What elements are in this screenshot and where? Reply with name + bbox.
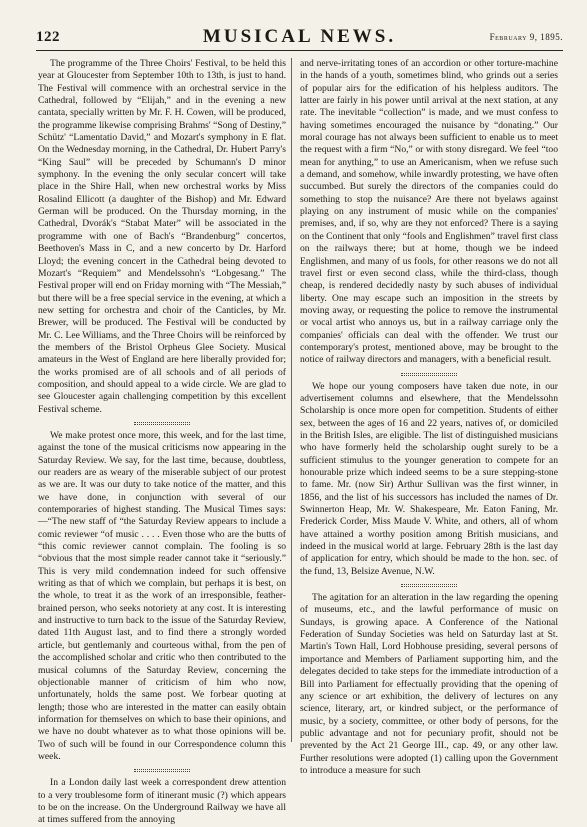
article-saturday-review: We make protest once more, this week, and for the last time, against the tone of the musical criticisms now appearing in the Saturday Review. We say, for the last time, because, doubtless, our readers are as weary of the miserable subject of our protest as we are. It was our duty to take notice of the matter, and this we have done, in conjunction with several of our contemporaries of highest standing. The Musical Times says:—“The new staff of “the Saturday Review appears to include a comic reviewer “of music . . . . Even those who are the butts of “this comic reviewer cannot complain. The fooling is so “obvious that the most simple reader cannot take it “seriously.” This is very mild condemnation indeed for such offensive writing as that of which we complain, but perhaps it is best, on the whole, to treat it as the work of an irresponsible, feather-brained person, who seeks notoriety at any cost. It is interesting and instructive to turn back to the issue of the Saturday Review, dated 11th August last, and to find there a strongly worded article, but gentlemanly and courteous withal, from the pen of the accomplished scholar and critic who then contributed to the musical columns of the Saturday Review, concerning the objectionable manner of criticism of him who now, unfortunately, holds the same post. We forbear quoting at length; those who are interested in the matter can easily obtain information for themselves on which to base their opinions, and we have no doubt whatever as to what those opinions will be. Two of such will be found in our Correspondence column this week. — [38, 429, 286, 762]
page-header — [36, 26, 563, 48]
article-itinerant-music: In a London daily last week a correspondent drew attention to a very troublesome form of itinerant music (?) which appears to be on the increase. On the Underground Railway we have all at times suffered from the annoying — [38, 777, 286, 826]
section-separator — [300, 367, 558, 381]
article-sunday-music: The agitation for an alteration in the law regarding the opening of museums, etc., and the lawful performance of music on Sundays, is growing apace. A Conference of the National Federation of Sunday Societies was held on Saturday last at St. Martin's Town Hall, Lord Hobhouse presiding, several persons of importance and Members of Parliament supporting him, and the delegates decided to take steps for the immediate introduction of a Bill into Parliament for effectually providing that the opening of any science or art exhibition, the delivery of lectures on any science, literary, art, or kindred subject, or the performance of music, by a society, committee, or other body of persons, for the public advantage and not for pecuniary profit, should not be prevented by the Act 21 George III., cap. 49, or any other law. Further resolutions were adopted (1) calling upon the Government to introduce a measure for such — [300, 592, 558, 776]
masthead-title: MUSICAL NEWS. — [202, 26, 397, 47]
article-itinerant-music-continued: and nerve-irritating tones of an accordion or other torture-machine in the hands of a youth, sometimes blind, who grinds out a series of popular airs for the edification of his helpless auditors. The latter are fairly in his power until arrival at the next station, at any rate. The inevitable “collection” is made, and we must confess to having sometimes encouraged the nuisance by “donating.” Our moral courage has not always been sufficient to enable us to meet the request with a firm “No,” or with stony disregard. We feel “too mean for anything,” to use an Americanism, when we refuse such a demand, and somehow, while inwardly protesting, we have often succumbed. But surely the directors of the companies could do something to stop the nuisance? Are there not byelaws against playing on any instrument of music while on the companies' premises, and, if so, why are they not enforced? There is a saying on the Continent that only “fools and Englishmen” travel first class on the railways there; but at home, though we be indeed Englishmen, and many of us fools, for other reasons we do not all travel first or even second class, while the third-class, though cheap, is rendered decidedly nasty by such abuses of individual liberty. One may escape such an imposition in the streets by moving away, or requesting the police to remove the instrumental or vocal artist who annoys us, but in a railway carriage only the companies' officials can deal with the offender. We trust our contemporary's protest, mentioned above, may be brought to the notice of railway directors and managers, with a beneficial result. — [300, 58, 558, 366]
section-separator — [38, 763, 286, 777]
article-mendelssohn-scholarship: We hope our young composers have taken due note, in our advertisement columns and elsewhere, that the Mendelssohn Scholarship is once more open for competition. Students of either sex, between the ages of 16 and 22 years, natives of, or domiciled in the British Isles, are eligible. The list of distinguished musicians who have formerly held the scholarship ought surely to be a sufficient stimulus to the younger generation to compete for an honourable prize which indeed seems to be a sure stepping-stone to fame. Mr. (now Sir) Arthur Sullivan was the first winner, in 1856, and the list of his successors has included the names of Dr. Swinnerton Heap, Mr. W. Shakespeare, Mr. Eaton Faning, Mr. Frederick Corder, Miss Maude V. White, and others, all of whom have attained a worthy position among British musicians, and indeed in the musical world at large. February 28th is the last day of application for entry, which should be made to the hon. sec. of the fund, 13, Belsize Avenue, N.W. — [300, 380, 558, 577]
column-divider — [291, 58, 292, 742]
left-column — [38, 58, 286, 827]
section-separator — [300, 578, 558, 592]
header-rule — [36, 50, 563, 51]
section-separator — [38, 416, 286, 430]
article-gloucester-festival: The programme of the Three Choirs' Festival, to be held this year at Gloucester from September 10th to 13th, is just to hand. The Festival will commence with an orchestral service in the Cathedral, followed by “Elijah,” and in the evening a new cantata, specially written by Mr. F. H. Cowen, will be produced, the programme likewise comprising Brahms' “Song of Destiny,” Schütz' “Lamentatio David,” and Mozart's symphony in E flat. On the Wednesday morning, in the Cathedral, Dr. Hubert Parry's “King Saul” will be preceded by Schumann's D minor symphony. In the evening the only secular concert will take place in the Shire Hall, when new orchestral works by Miss Rosalind Ellicott (a daughter of the Bishop) and Mr. Edward German will be produced. On the Thursday morning, in the Cathedral, Dvorák's “Stabat Mater” will be associated in the programme with one of Bach's “Brandenburg” concertos, Beethoven's Mass in C, and a new concerto by Dr. Harford Lloyd; the evening concert in the Cathedral being devoted to Mozart's “Requiem” and Mendelssohn's “Lobgesang.” The Festival proper will end on Friday morning with “The Messiah,” but there will be a free special service in the evening, at which a new setting for orchestra and choir of the Canticles, by Mr. Brewer, will be produced. The Festival will be conducted by Mr. C. Lee Williams, and the Three Choirs will be reinforced by the members of the Bristol Orpheus Glee Society. Musical amateurs in the West of England are here liberally provided for; the works promised are of all schools and of all periods of composition, and should appeal to a wide circle. We are glad to see Gloucester again challenging competition by this excellent Festival scheme. — [38, 58, 286, 415]
right-column — [300, 58, 558, 777]
page-number: 122 — [36, 29, 60, 45]
issue-date: February 9, 1895. — [489, 32, 563, 42]
